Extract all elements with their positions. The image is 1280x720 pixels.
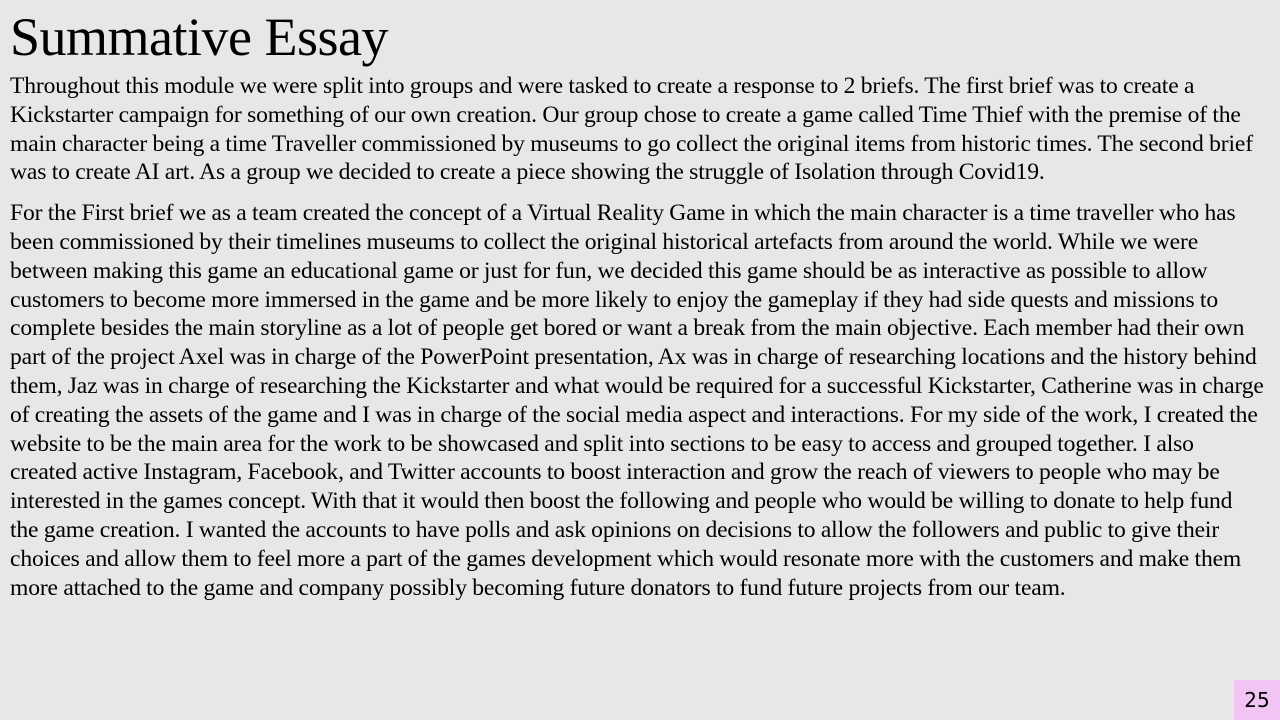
page-title: Summative Essay — [10, 7, 388, 67]
essay-paragraph-first-brief: For the First brief we as a team created the concept of a Virtual Reality Game in which the main character is a time traveller who has been commissioned by their timelines museums to collect the original historical artefacts from around the world. While we were between making this game an educational game or just for fun, we decided this game should be as interactive as possible to allow customers to become more immersed in the game and be more likely to enjoy the gameplay if they had side quests and missions to complete besides the main storyline as a lot of people get bored or want a break from the main objective. Each member had their own part of the project Axel was in charge of the PowerPoint presentation, Ax was in charge of researching locations and the history behind them, Jaz was in charge of researching the Kickstarter and what would be required for a successful Kickstarter, Catherine was in charge of creating the assets of the game and I was in charge of the social media aspect and interactions. For my side of the work, I created the website to be the main area for the work to be showcased and split into sections to be easy to access and grouped together. I also created active Instagram, Facebook, and Twitter accounts to boost interaction and grow the reach of viewers to people who may be interested in the games concept. With that it would then boost the following and people who would be willing to donate to help fund the game creation. I wanted the accounts to have polls and ask opinions on decisions to allow the followers and public to give their choices and allow them to feel more a part of the games development which would resonate more with the customers and make them more attached to the game and company possibly becoming future donators to fund future projects from our team. — [10, 200, 1264, 601]
page-number-badge: 25 — [1234, 680, 1280, 720]
essay-paragraph-intro: Throughout this module we were split into groups and were tasked to create a response to 2 briefs. The first brief was to create a Kickstarter campaign for something of our own creation. Our group chose to create a game called Time Thief with the premise of the main character being a time Traveller commissioned by museums to go collect the original items from historic times. The second brief was to create AI art. As a group we decided to create a piece showing the struggle of Isolation through Covid19. — [10, 73, 1253, 186]
